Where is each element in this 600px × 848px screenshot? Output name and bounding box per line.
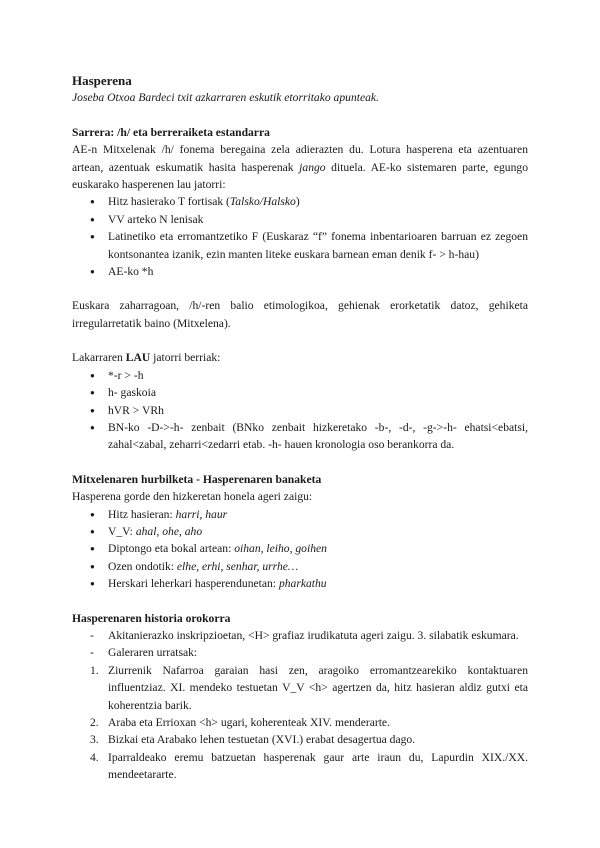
text-run: jatorri berriak: <box>150 351 221 365</box>
italic-term: jango <box>299 160 326 174</box>
item-text: Araba eta Errioxan <h> ugari, koherenteak XIV. menderarte. <box>108 716 390 729</box>
document-page <box>72 72 528 784</box>
list-marker: - <box>90 646 94 660</box>
item-example: pharkathu <box>278 577 327 591</box>
list-marker: 1. <box>90 663 99 677</box>
list-item <box>72 714 528 731</box>
list-marker: 4. <box>90 750 99 764</box>
section-heading-mitxelena: Mitxelenaren hurbilketa - Hasperenaren banaketa <box>72 472 322 486</box>
section-heading-sarrera: Sarrera: /h/ eta berreraiketa estandarra <box>72 125 270 139</box>
item-example: elhe, erhi, senhar, urrhe… <box>176 559 299 573</box>
item-label: Hitz hasieran: <box>108 507 176 521</box>
list-marker: - <box>90 628 94 642</box>
item-text: Akitanierazko inskripzioetan, <H> grafiaz irudikatuta ageri zaigu. 3. silabatik eskumara. <box>108 628 519 642</box>
paragraph-lakarra <box>72 349 528 366</box>
list-item: ● hVR > VRh <box>108 402 528 419</box>
list-item <box>72 627 528 644</box>
list-item: ● Latinetiko eta erromantzetiko F (Euskaraz “f” fonema inbentarioaren barruan ez zegoen kontsonantea izanik, ezin manten liteke euskara barnean eman denik f- > h-hau) <box>108 228 528 263</box>
bullet-list-distribution <box>72 506 528 593</box>
list-item: ● *-r > -h <box>108 367 528 384</box>
list-item <box>108 558 528 575</box>
text-run: Hitz hasierako T fortisak ( <box>108 195 230 209</box>
list-item <box>72 662 528 714</box>
list-item <box>72 731 528 748</box>
text-run: ) <box>295 195 300 209</box>
item-label: Ozen ondotik: <box>108 559 177 573</box>
item-label: Diptongo eta bokal artean: <box>108 542 235 556</box>
item-example: oihan, leiho, goihen <box>234 542 327 556</box>
item-example: ahal, ohe, aho <box>135 524 203 538</box>
list-item <box>108 193 528 210</box>
paragraph-intro <box>72 141 528 193</box>
list-item <box>108 506 528 523</box>
list-item: ● BN-ko -D->-h- zenbait (BNko zenbait hizkeretako -b-, -d-, -g->-h- ehatsi<ebatsi, zahal<zabal, zeharri<zedarri etab. -h- hauen kronologia oso berankorra da. <box>108 419 528 454</box>
paragraph-etymology: Euskara zaharragoan, /h/-ren balio etimologikoa, gehienak erorketatik datoz, gehiketa irregularretatik baino (Mitxelena). <box>72 299 528 330</box>
list-item: ● h- gaskoia <box>108 384 528 401</box>
list-item <box>108 540 528 557</box>
text-run: dituela. AE-ko sistemaren parte, egungo euskarako hasperenen lau jatorri: <box>72 160 528 192</box>
list-item <box>108 575 528 592</box>
item-text: Bizkai eta Arabako lehen testuetan (XVI.) erabat desagertua dago. <box>108 733 416 747</box>
bold-term: LAU <box>125 351 151 365</box>
bullet-list-new-origins <box>72 367 528 454</box>
page-subtitle: Joseba Otxoa Bardeci txit azkarraren eskutik etorritako apunteak. <box>72 91 379 105</box>
page-title: Hasperena <box>72 73 132 88</box>
paragraph-distribution: Hasperena gorde den hizkeretan honela ageri zaigu: <box>72 490 313 504</box>
italic-term: Talsko/Halsko <box>229 195 296 209</box>
list-item: ● AE-ko *h <box>108 263 528 280</box>
section-heading-historia: Hasperenaren historia orokorra <box>72 611 231 625</box>
list-item <box>108 523 528 540</box>
text-run: Lakarraren <box>72 351 126 365</box>
item-text: Iparraldeako eremu batzuetan hasperenak gaur arte iraun du, Lapurdin XIX./XX. mendeetararte. <box>108 750 528 782</box>
list-item <box>72 644 528 661</box>
item-text: Ziurrenik Nafarroa garaian hasi zen, aragoiko erromantzearekiko kontaktuaren influentziaz. XI. mendeko testuetan V_V <h> agertzen da, hitz hasieran aldiz gutxi eta koherentzia barik. <box>108 663 528 712</box>
item-label: Herskari leherkari hasperendunetan: <box>108 577 279 591</box>
item-text: Galeraren urratsak: <box>108 646 198 660</box>
list-item: ● VV arteko N lenisak <box>108 211 528 228</box>
history-list <box>72 627 528 784</box>
list-marker: 2. <box>90 716 99 729</box>
item-example: harri, haur <box>175 507 228 521</box>
list-item <box>72 749 528 784</box>
text-run: AE-n Mitxelenak /h/ fonema beregaina zela adierazten du. Lotura hasperena eta azentuaren artean, azentuak eskumatik hasita hasperenak <box>72 143 528 174</box>
list-marker: 3. <box>90 733 99 747</box>
item-label: V_V: <box>108 524 136 538</box>
bullet-list-origins <box>72 193 528 280</box>
